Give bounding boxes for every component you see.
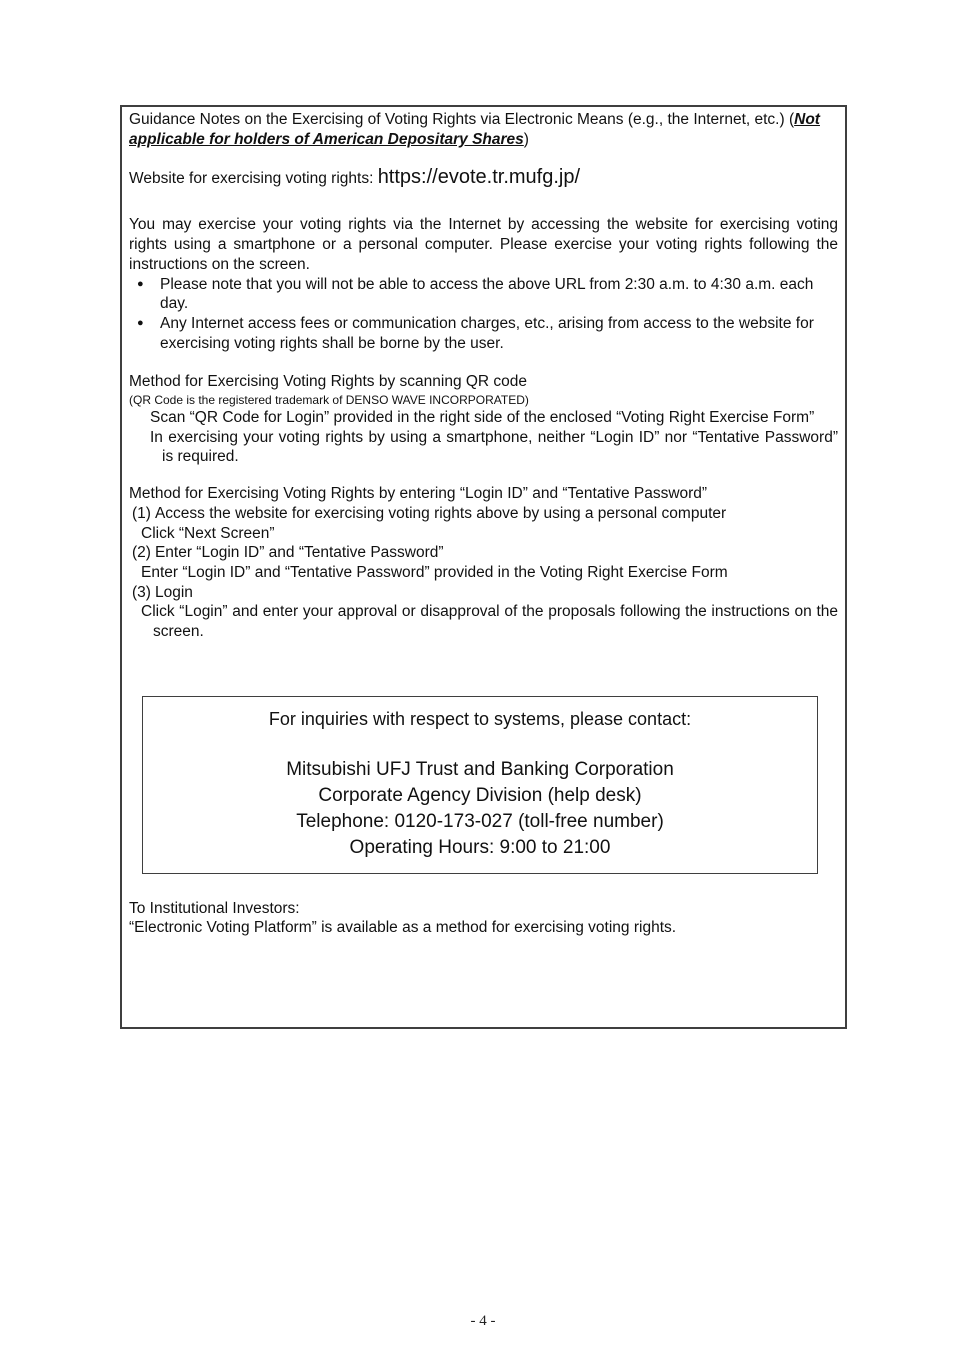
list-item [129, 314, 838, 353]
step-title: Login [154, 583, 193, 601]
qr-step: Scan “QR Code for Login” provided in the right side of the enclosed “Voting Right Exercise Form” [150, 409, 815, 427]
qr-method-heading: Method for Exercising Voting Rights by scanning QR code [129, 373, 528, 391]
step-detail: Click “Login” and enter your approval or disapproval of the proposals following the instructions on the screen. [141, 603, 838, 641]
contact-company: Mitsubishi UFJ Trust and Banking Corporation [286, 758, 674, 780]
step-number: (2) [132, 544, 151, 562]
voting-website-url: https://evote.tr.mufg.jp/ [377, 166, 581, 189]
login-method-heading: Method for Exercising Voting Rights by entering “Login ID” and “Tentative Password” [129, 485, 708, 503]
institutional-note-line1: To Institutional Investors: [129, 899, 300, 917]
website-line [129, 164, 838, 192]
list-item [129, 275, 838, 314]
login-step [129, 543, 838, 582]
notes-bullet-list [129, 275, 838, 354]
document-heading [129, 110, 838, 149]
bullet-icon: ● [137, 316, 144, 329]
step-detail: Click “Next Screen” [141, 524, 275, 542]
contact-telephone: Telephone: 0120-173-027 (toll-free number) [296, 810, 664, 832]
step-title: Access the website for exercising voting rights above by using a personal computer [154, 504, 727, 522]
heading-suffix: ) [523, 130, 529, 148]
qr-step: In exercising your voting rights by using a smartphone, neither “Login ID” nor “Tentative Password” is required. [150, 428, 838, 466]
step-detail: Enter “Login ID” and “Tentative Password” provided in the Voting Right Exercise Form [141, 563, 728, 581]
heading-emphasis: Not applicable for holders of American Depositary Shares [129, 111, 820, 148]
guidance-notes-box [120, 105, 847, 1029]
login-steps [129, 504, 838, 642]
institutional-note-line2: “Electronic Voting Platform” is available as a method for exercising voting rights. [129, 919, 677, 937]
contact-division: Corporate Agency Division (help desk) [318, 784, 642, 806]
contact-box-title: For inquiries with respect to systems, please contact: [268, 708, 692, 729]
qr-trademark-note: (QR Code is the registered trademark of DENSO WAVE INCORPORATED) [129, 393, 529, 408]
step-title-line [129, 583, 838, 603]
page-number: - 4 - [470, 1313, 496, 1329]
system-inquiries-contact-box [142, 696, 818, 874]
intro-paragraph: You may exercise your voting rights via the Internet by accessing the website for exercising voting rights using a smartphone or a personal computer. Please exercise your voting rights following the instructions on the screen. [129, 216, 838, 273]
bullet-text: Any Internet access fees or communication charges, etc., arising from access to the website for exercising voting rights shall be borne by the user. [160, 314, 814, 352]
bullet-icon: ● [137, 277, 144, 290]
login-step [129, 504, 838, 543]
institutional-investors-note [129, 899, 838, 938]
step-number: (1) [132, 504, 151, 522]
step-title: Enter “Login ID” and “Tentative Password” [154, 544, 444, 562]
login-step [129, 583, 838, 642]
step-title-line [129, 543, 838, 563]
bullet-text: Please note that you will not be able to access the above URL from 2:30 a.m. to 4:30 a.m. each day. [160, 275, 814, 313]
contact-hours: Operating Hours: 9:00 to 21:00 [349, 836, 611, 858]
step-title-line [129, 504, 838, 524]
heading-prefix: Guidance Notes on the Exercising of Voting Rights via Electronic Means (e.g., the Internet, etc.) ( [129, 111, 795, 128]
website-label: Website for exercising voting rights: [129, 170, 378, 188]
qr-steps [129, 408, 838, 467]
step-number: (3) [132, 583, 151, 601]
